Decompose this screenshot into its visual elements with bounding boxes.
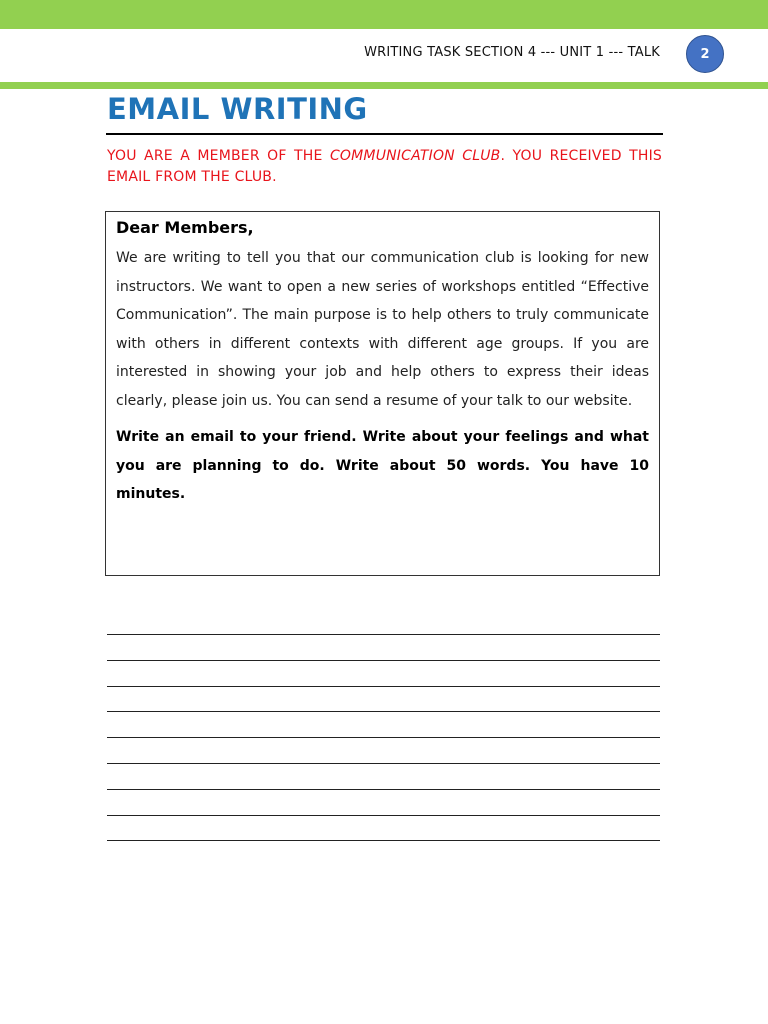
writing-task: Write an email to your friend. Write about your feelings and what you are planning to do. Write about 50 words. You have 10 minutes. (116, 429, 649, 502)
task-instruction (107, 146, 662, 188)
answer-line (107, 840, 660, 841)
email-box (105, 211, 660, 576)
email-salutation: Dear Members, (116, 218, 254, 237)
club-name: COMMUNICATION CLUB (329, 148, 501, 164)
section-header: WRITING TASK SECTION 4 --- UNIT 1 --- TALK (364, 45, 660, 60)
page-title: EMAIL WRITING (107, 92, 368, 126)
answer-line (107, 737, 660, 738)
answer-line (107, 815, 660, 816)
instruction-text-end: . YOU RECEIVED THIS EMAIL FROM THE CLUB. (107, 148, 662, 185)
header-divider (0, 82, 768, 89)
answer-line (107, 660, 660, 661)
answer-line (107, 634, 660, 635)
instruction-text-start: YOU ARE A MEMBER OF THE (107, 148, 330, 164)
answer-line (107, 763, 660, 764)
email-body: We are writing to tell you that our communication club is looking for new instructors. We want to open a new series of workshops entitled “Effective Communication”. The main purpose is to help others to truly communicate with others in different contexts with different age groups. If you are interested in showing your job and help others to express their ideas clearly, please join us. You can send a resume of your talk to our website. (116, 250, 649, 409)
title-underline (106, 133, 663, 135)
top-color-band (0, 0, 768, 29)
page-number-badge: 2 (686, 35, 724, 73)
answer-line (107, 711, 660, 712)
answer-line (107, 686, 660, 687)
answer-line (107, 789, 660, 790)
